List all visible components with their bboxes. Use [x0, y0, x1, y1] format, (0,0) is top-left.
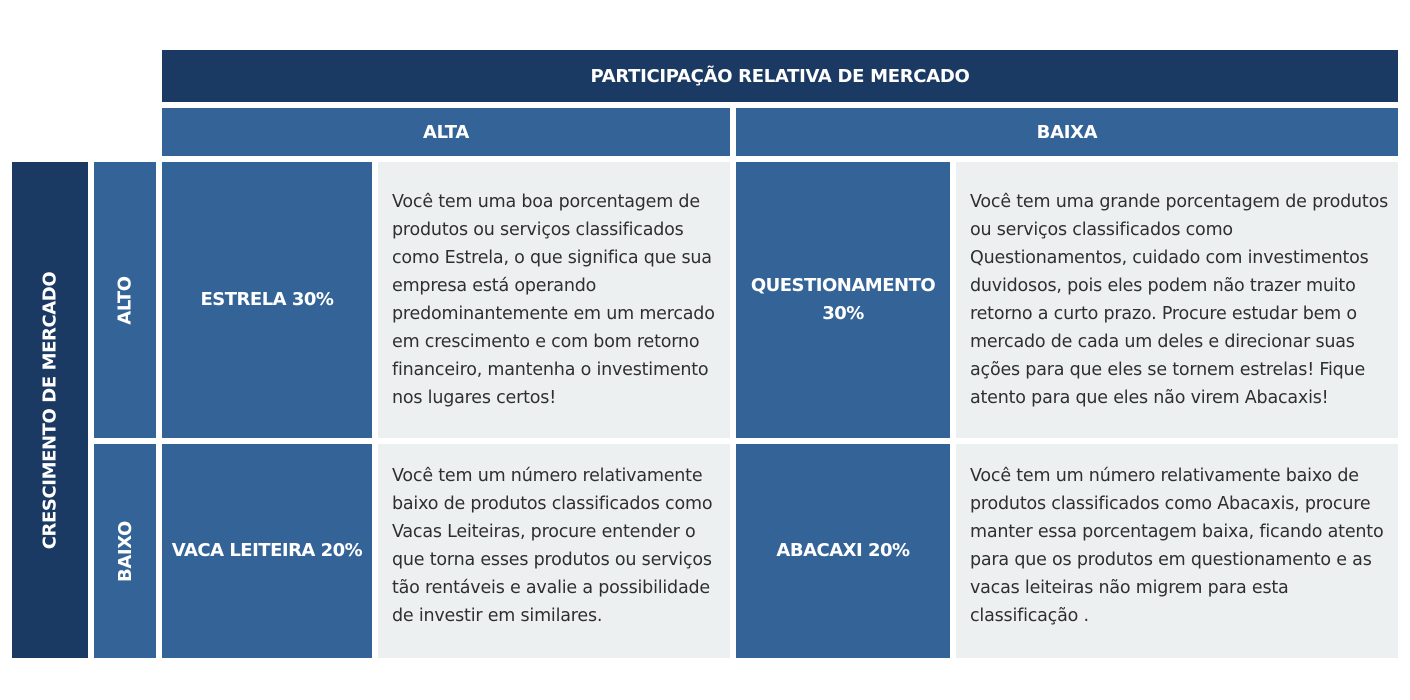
question-label: QUESTIONAMENTO 30%	[750, 275, 936, 324]
quadrant-cow-label	[162, 444, 372, 658]
pineapple-label: ABACAXI 20%	[776, 540, 910, 561]
question-description: Você tem uma grande porcentagem de produtos ou serviços classificados como Questionamentos, cuidado com investimentos duvidosos, pois eles podem não trazer muito retorno a curto prazo. Procure estudar bem o mercado de cada um deles e direcionar suas ações para que eles se tornem estrelas! Fique atento para que eles não virem Abacaxis!	[970, 192, 1389, 408]
side-header-market-growth	[12, 162, 88, 658]
star-label: ESTRELA 30%	[200, 289, 334, 310]
row-high-label: ALTO	[114, 275, 136, 325]
quadrant-pineapple-description	[956, 444, 1398, 658]
quadrant-pineapple-label	[736, 444, 950, 658]
quadrant-star-label	[162, 162, 372, 438]
quadrant-star-description	[378, 162, 730, 438]
row-low-label: BAIXO	[114, 520, 136, 582]
cow-description: Você tem um número relativamente baixo de produtos classificados como Vacas Leiteiras, procure entender o que torna esses produtos ou serviços tão rentáveis e avalie a possibilidade de investir em similares.	[392, 466, 713, 626]
quadrant-question-label	[736, 162, 950, 438]
pineapple-description: Você tem um número relativamente baixo de produtos classificados como Abacaxis, procure manter essa porcentagem baixa, ficando atento para que os produtos em questionamento e as vacas leiteiras não migrem para esta classificação .	[970, 466, 1384, 626]
side-title: CRESCIMENTO DE MERCADO	[39, 271, 61, 549]
cow-label: VACA LEITEIRA 20%	[171, 540, 363, 561]
header-market-share	[162, 50, 1398, 102]
star-description: Você tem uma boa porcentagem de produtos ou serviços classificados como Estrela, o que significa que sua empresa está operando predominantemente em um mercado em crescimento e com bom retorno financeiro, mantenha o investimento nos lugares certos!	[392, 192, 715, 408]
row-header-low	[94, 444, 156, 658]
row-header-high	[94, 162, 156, 438]
quadrant-cow-description	[378, 444, 730, 658]
column-high-label: ALTA	[422, 121, 470, 143]
quadrant-question-description	[956, 162, 1398, 438]
column-header-high	[162, 108, 730, 156]
column-header-low	[736, 108, 1398, 156]
column-low-label: BAIXA	[1036, 121, 1098, 143]
header-title: PARTICIPAÇÃO RELATIVA DE MERCADO	[590, 65, 970, 87]
